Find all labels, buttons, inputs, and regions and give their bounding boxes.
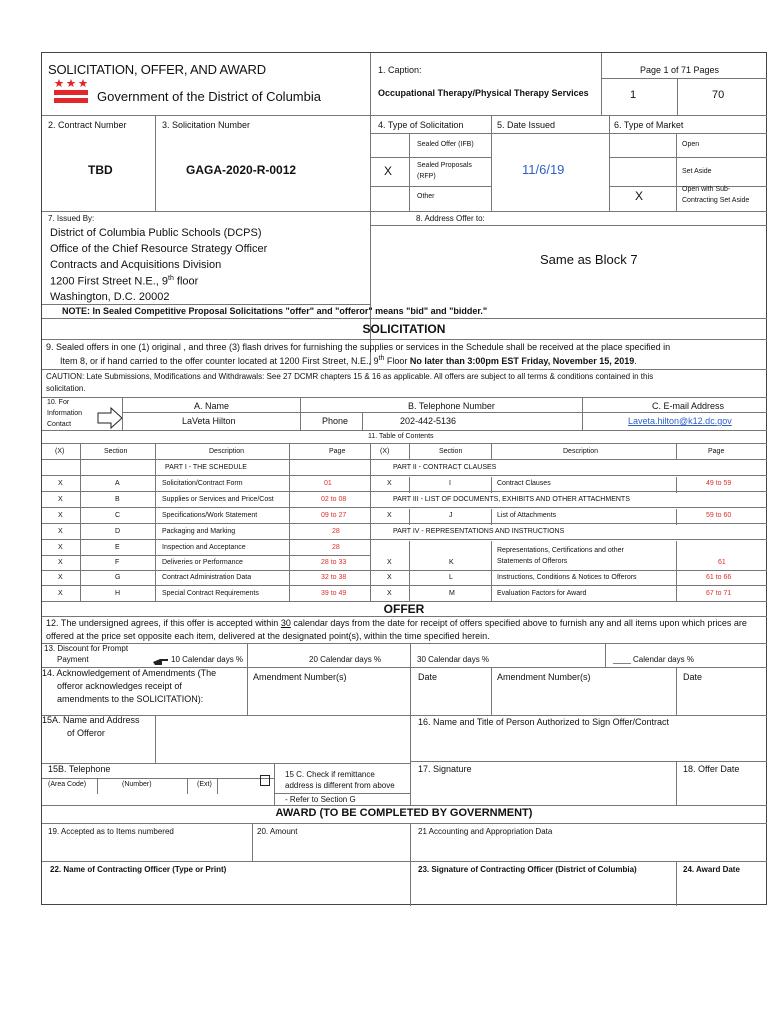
market-mark: X (635, 189, 644, 203)
toc-row-j-page: 59 to 60 (706, 512, 732, 519)
email-header: C. E-mail Address (652, 401, 725, 411)
offer-heading: OFFER (383, 602, 425, 616)
toc-row-g-page: 32 to 38 (321, 574, 347, 581)
block20-label: 20. Amount (257, 827, 298, 836)
block21-label: 21 Accounting and Appropriation Data (418, 827, 553, 836)
phone-ext-label: (Ext) (197, 781, 212, 788)
toc-row-a-x: X (58, 480, 63, 487)
block9-line2: Item 8, or if hand carried to the offer counter located at 1200 First Street, N.E., 9th Floor No later than 3:00pm EST Friday, November 15, 2019. (60, 355, 637, 366)
block3-label: 3. Solicitation Number (162, 120, 251, 130)
toc-row-i-desc: Contract Clauses (497, 480, 551, 487)
remittance-checkbox[interactable] (260, 775, 270, 786)
toc-row-h-x: X (58, 590, 63, 597)
sealed-offer-label: Sealed Offer (IFB) (417, 141, 474, 148)
toc-description-header-right: Description (563, 448, 599, 455)
form-title: SOLICITATION, OFFER, AND AWARD (48, 62, 266, 77)
toc-part3: PART III - LIST OF DOCUMENTS, EXHIBITS AND OTHER ATTACHMENTS (393, 496, 630, 503)
block4-label: 4. Type of Solicitation (378, 120, 464, 130)
block15b-label: 15B. Telephone (48, 764, 111, 774)
caption-label: 1. Caption: (378, 65, 422, 75)
amendment-number-header-2: Amendment Number(s) (497, 672, 591, 682)
phone-label: Phone (322, 416, 349, 426)
toc-part1: PART I - THE SCHEDULE (165, 464, 247, 471)
issued-by-address: 1200 First Street N.E., 9th floor (50, 275, 199, 288)
toc-row-i-x: X (387, 480, 392, 487)
phone-number-label: (Number) (122, 781, 152, 788)
toc-page-header-right: Page (708, 448, 725, 455)
page-label: Page 1 of 71 Pages (640, 65, 720, 75)
toc-part2: PART II - CONTRACT CLAUSES (393, 464, 497, 471)
block12-line2: offered at the price set opposite each item, delivered at the designated point(s), within the time specified herein. (46, 631, 490, 641)
contract-number: TBD (88, 163, 113, 177)
issued-by-line1: District of Columbia Public Schools (DCPS) (50, 227, 262, 239)
toc-part4: PART IV - REPRESENTATIONS AND INSTRUCTIONS (393, 528, 565, 535)
other-label: Other (417, 193, 435, 200)
toc-x-header-left: (X) (55, 448, 65, 455)
caption-value: Occupational Therapy/Physical Therapy Services (378, 88, 589, 98)
block18-label: 18. Offer Date (683, 764, 740, 774)
sealed-proposals-label: Sealed Proposals (417, 162, 472, 169)
block10-label1: 10. For (47, 399, 70, 406)
block15a-label1: 15A. Name and Address (42, 715, 140, 725)
toc-row-k-page: 61 (718, 559, 726, 566)
page-number: 1 (630, 89, 637, 101)
toc-row-g-desc: Contract Administration Data (162, 574, 252, 581)
dc-flag-icon (54, 79, 88, 105)
sealed-proposals-mark: X (384, 164, 393, 178)
toc-row-g-x: X (58, 574, 63, 581)
block15c-label2: address is different from above (285, 781, 395, 790)
toc-row-m-x: X (387, 590, 392, 597)
contact-phone: 202-442-5136 (400, 416, 457, 426)
toc-row-k-desc1: Representations, Certifications and other (497, 547, 624, 554)
toc-row-j-desc: List of Attachments (497, 512, 557, 519)
toc-row-d-page: 28 (332, 528, 340, 535)
solicitation-number: GAGA-2020-R-0012 (186, 163, 297, 177)
block19-label: 19. Accepted as to Items numbered (48, 827, 174, 836)
toc-row-h-sec: H (115, 590, 121, 597)
market-open: Open (682, 141, 700, 148)
toc-row-a-sec: A (115, 480, 120, 487)
toc-row-f-desc: Deliveries or Performance (162, 559, 243, 566)
block6-label: 6. Type of Market (614, 120, 684, 130)
block15c-label1: 15 C. Check if remittance (285, 770, 375, 779)
issued-by-line3: Contracts and Acquisitions Division (50, 259, 222, 271)
toc-row-j-x: X (387, 512, 392, 519)
caution-line2: solicitation. (46, 384, 86, 393)
note-line: NOTE: In Sealed Competitive Proposal Solicitations "offer" and "offeror" means "bid" and "bidder." (62, 306, 488, 316)
discount-10-days: 10 Calendar days % (171, 655, 244, 664)
name-header: A. Name (194, 401, 230, 411)
amendment-date-header-2: Date (683, 672, 703, 682)
toc-row-h-desc: Special Contract Requirements (162, 590, 259, 597)
block7-label: 7. Issued By: (48, 214, 95, 223)
block13-label1: 13. Discount for Prompt (44, 644, 129, 653)
discount-30-days: 30 Calendar days % (417, 655, 490, 664)
block12-line1: 12. The undersigned agrees, if this offer is accepted within 30 calendar days from the date for receipt of offers specified above to furnish any and all items upon which prices are (46, 618, 747, 628)
toc-row-i-page: 49 to 59 (706, 480, 732, 487)
toc-row-l-sec: L (449, 574, 453, 581)
block15a-label2: of Offeror (67, 728, 105, 738)
toc-row-a-desc: Solicitation/Contract Form (162, 480, 243, 487)
block13-label2: Payment (57, 655, 89, 664)
toc-row-b-desc: Supplies or Services and Price/Cost (162, 496, 274, 503)
solicitation-form (41, 52, 767, 905)
toc-section-header-left: Section (104, 448, 128, 455)
toc-row-d-desc: Packaging and Marking (162, 528, 236, 535)
toc-row-m-page: 67 to 71 (706, 590, 732, 597)
toc-row-l-x: X (387, 574, 392, 581)
toc-description-header-left: Description (209, 448, 245, 455)
government-name: Government of the District of Columbia (97, 89, 321, 104)
toc-row-b-x: X (58, 496, 63, 503)
toc-row-i-sec: I (449, 480, 451, 487)
phone-header: B. Telephone Number (408, 401, 495, 411)
toc-row-d-sec: D (115, 528, 121, 535)
market-set-aside: Set Aside (682, 168, 712, 175)
toc-row-f-x: X (58, 559, 63, 566)
toc-row-c-desc: Specifications/Work Statement (162, 512, 258, 519)
toc-row-a-page: 01 (324, 480, 332, 487)
toc-row-j-sec: J (449, 512, 453, 519)
sealed-proposals-rfp: (RFP) (417, 173, 436, 180)
phone-area-code-label: (Area Code) (48, 781, 87, 788)
toc-row-b-page: 02 to 08 (321, 496, 347, 503)
block10-label3: Contact (47, 421, 72, 428)
toc-row-m-sec: M (449, 590, 455, 597)
pointing-hand-icon (152, 657, 170, 667)
issued-by-line2: Office of the Chief Resource Strategy Officer (50, 243, 268, 255)
toc-row-k-sec: K (449, 559, 454, 566)
discount-20-days: 20 Calendar days % (309, 655, 382, 664)
date-issued: 11/6/19 (522, 162, 565, 177)
toc-row-k-desc2: Statements of Offerors (497, 558, 568, 565)
toc-section-header-right: Section (439, 448, 463, 455)
contact-name: LaVeta Hilton (182, 416, 236, 426)
toc-row-g-sec: G (115, 574, 121, 581)
toc-row-k-x: X (387, 559, 392, 566)
toc-row-m-desc: Evaluation Factors for Award (497, 590, 587, 597)
block5-label: 5. Date Issued (497, 120, 556, 130)
toc-row-h-page: 39 to 49 (321, 590, 347, 597)
award-heading: AWARD (TO BE COMPLETED BY GOVERNMENT) (275, 807, 533, 819)
caution-line1: CAUTION: Late Submissions, Modifications and Withdrawals: See 27 DCMR chapters 15 & 16 as applicable. All offers are subject to all terms & conditions contained in this (46, 372, 654, 381)
block14-label3: amendments to the SOLICITATION): (57, 694, 204, 704)
amendment-number-header-1: Amendment Number(s) (253, 672, 347, 682)
toc-row-c-sec: C (115, 512, 121, 519)
block15c-label3: - Refer to Section G (285, 795, 356, 804)
solicitation-heading: SOLICITATION (362, 322, 446, 336)
toc-row-c-x: X (58, 512, 63, 519)
toc-row-c-page: 09 to 27 (321, 512, 347, 519)
toc-row-e-desc: Inspection and Acceptance (162, 544, 246, 551)
block14-label1: 14. Acknowledgement of Amendments (The (42, 668, 217, 678)
block16-label: 16. Name and Title of Person Authorized to Sign Offer/Contract (418, 717, 669, 727)
issued-by-city: Washington, D.C. 20002 (50, 291, 170, 303)
toc-row-e-sec: E (115, 544, 120, 551)
toc-page-header-left: Page (329, 448, 346, 455)
block9-line1: 9. Sealed offers in one (1) original , and three (3) flash drives for furnishing the supplies or services in the Schedule shall be received at the place specified in (46, 342, 671, 352)
block22-label: 22. Name of Contracting Officer (Type or Print) (50, 865, 227, 874)
toc-row-l-page: 61 to 66 (706, 574, 732, 581)
block10-label2: Information (47, 410, 83, 417)
toc-row-e-x: X (58, 544, 63, 551)
block2-label: 2. Contract Number (48, 120, 127, 130)
toc-row-l-desc: Instructions, Conditions & Notices to Offerors (497, 574, 637, 581)
toc-title: 11. Table of Contents (368, 433, 434, 440)
block24-label: 24. Award Date (683, 865, 740, 874)
arrow-right-icon (97, 407, 123, 429)
contact-email-link[interactable]: Laveta.hilton@k12.dc.gov (628, 416, 732, 426)
discount-calendar-days: ____ Calendar days % (613, 655, 694, 664)
block14-label2: offeror acknowledges receipt of (57, 681, 182, 691)
block23-label: 23. Signature of Contracting Officer (District of Columbia) (418, 865, 637, 874)
block8-label: 8. Address Offer to: (416, 214, 485, 223)
market-sub2: Contracting Set Aside (682, 197, 750, 204)
toc-row-f-sec: F (115, 559, 120, 566)
toc-row-f-page: 28 to 33 (321, 559, 347, 566)
amendment-date-header-1: Date (418, 672, 438, 682)
toc-row-e-page: 28 (332, 544, 340, 551)
block17-label: 17. Signature (418, 764, 472, 774)
page-total: 70 (712, 89, 725, 101)
address-offer-value: Same as Block 7 (540, 252, 638, 267)
toc-row-d-x: X (58, 528, 63, 535)
market-sub1: Open with Sub- (682, 186, 731, 193)
toc-x-header-right: (X) (380, 448, 390, 455)
toc-row-b-sec: B (115, 496, 120, 503)
